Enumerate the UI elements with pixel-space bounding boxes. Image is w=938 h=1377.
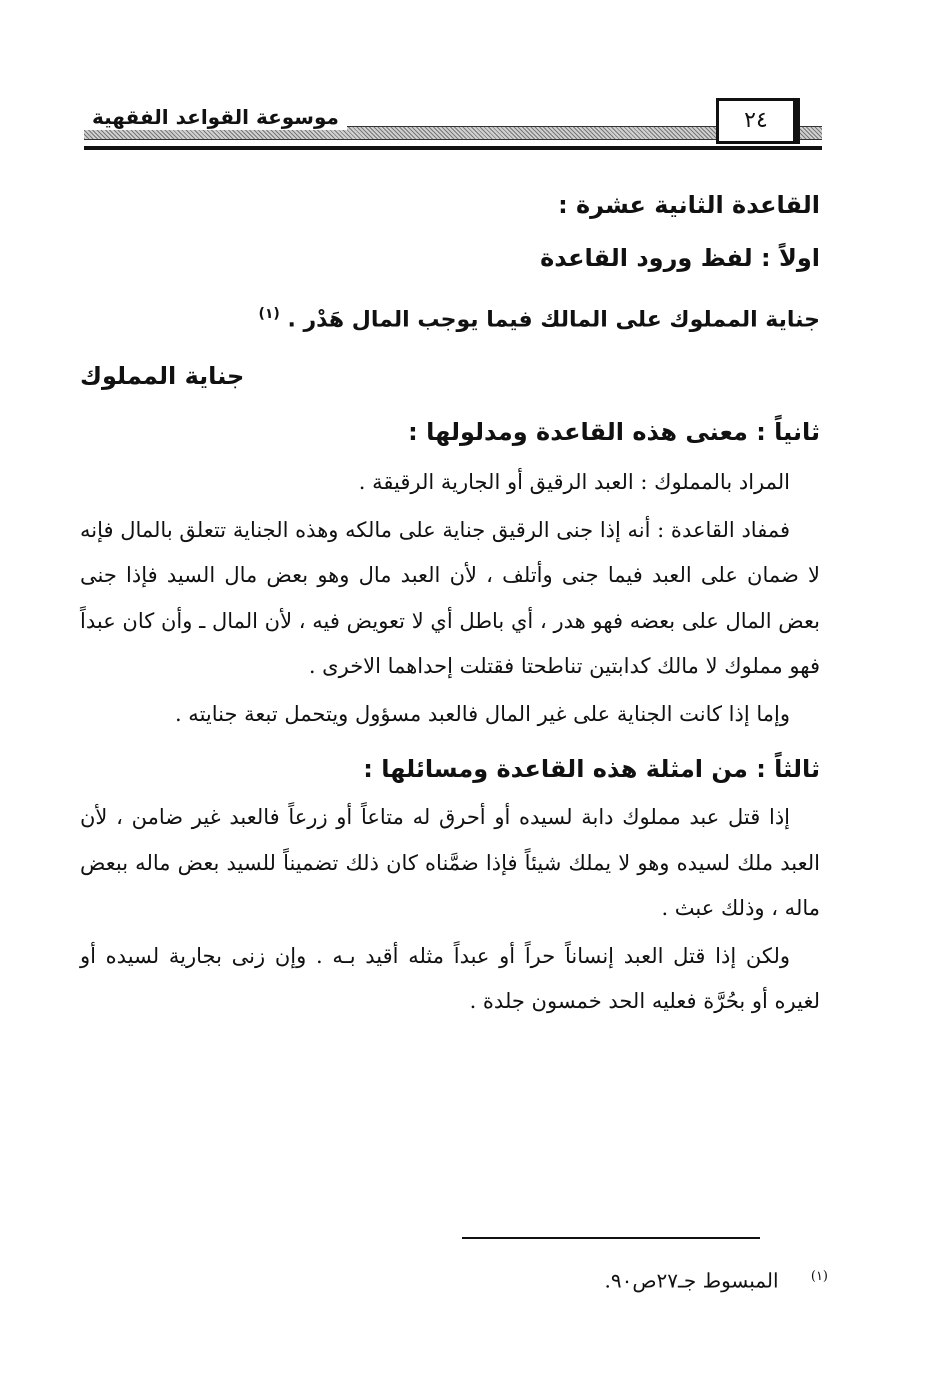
section3-paragraph: إذا قتل عبد مملوك دابة لسيده أو أحرق له متاعاً أو زرعاً فالعبد غير ضامن ، لأن العبد ملك لسيده وهو لا يملك شيئاً فإذا ضمَّناه كان ذلك تضميناً للسيد بعض ماله ببعض ماله ، وذلك عبث . bbox=[80, 805, 820, 921]
sub-heading: جناية المملوك bbox=[80, 362, 245, 391]
footnote-rule bbox=[462, 1237, 760, 1239]
rule-text-line bbox=[80, 286, 820, 348]
footnote-mark: (١) bbox=[810, 1269, 828, 1284]
header-rule bbox=[84, 146, 822, 150]
rule-footnote-mark: (١) bbox=[258, 306, 280, 322]
rule-title: القاعدة الثانية عشرة : bbox=[558, 191, 820, 219]
section1-heading: اولاً : لفظ ورود القاعدة bbox=[540, 244, 820, 272]
footnote bbox=[604, 1262, 828, 1296]
section2-paragraph: فمفاد القاعدة : أنه إذا جنى الرقيق جناية على مالكه وهذه الجناية تتعلق بالمال فإنه لا ضمان على العبد فيما جنى وأتلف ، لأن العبد مال وهو بعض مال السيد فإذا جنى بعض المال على بعضه فهو هدر ، أي باطل أي لا تعويض فيه ، لأن المال ـ وأن كان عبداً فهو مملوك لا مالك كدابتين تناطحتا فقتلت إحداهما الاخرى . bbox=[80, 517, 820, 679]
book-title: موسوعة القواعد الفقهية bbox=[84, 104, 347, 130]
footnote-text: المبسوط جـ٢٧ص٩٠. bbox=[604, 1268, 779, 1293]
section2-paragraph: المراد بالمملوك : العبد الرقيق أو الجارية الرقيقة . bbox=[358, 470, 790, 495]
section2-heading: ثانياً : معنى هذه القاعدة ومدلولها : bbox=[408, 418, 820, 447]
section3-heading: ثالثاً : من امثلة هذه القاعدة ومسائلها : bbox=[363, 755, 820, 784]
page-number: ٢٤ bbox=[716, 98, 800, 144]
rule-text: جناية المملوك على المالك فيما يوجب المال هَدْر . bbox=[287, 307, 820, 333]
section3-paragraph: ولكن إذا قتل العبد إنساناً حراً أو عبداً مثله أقيد بـه . وإن زنى بجارية لسيده أو لغيره أو بحُرَّة فعليه الحد خمسون جلدة . bbox=[80, 943, 820, 1014]
page-header bbox=[84, 96, 822, 156]
section2-paragraph: وإما إذا كانت الجناية على غير المال فالعبد مسؤول ويتحمل تبعة جنايته . bbox=[174, 701, 790, 726]
page-body bbox=[80, 180, 820, 1025]
